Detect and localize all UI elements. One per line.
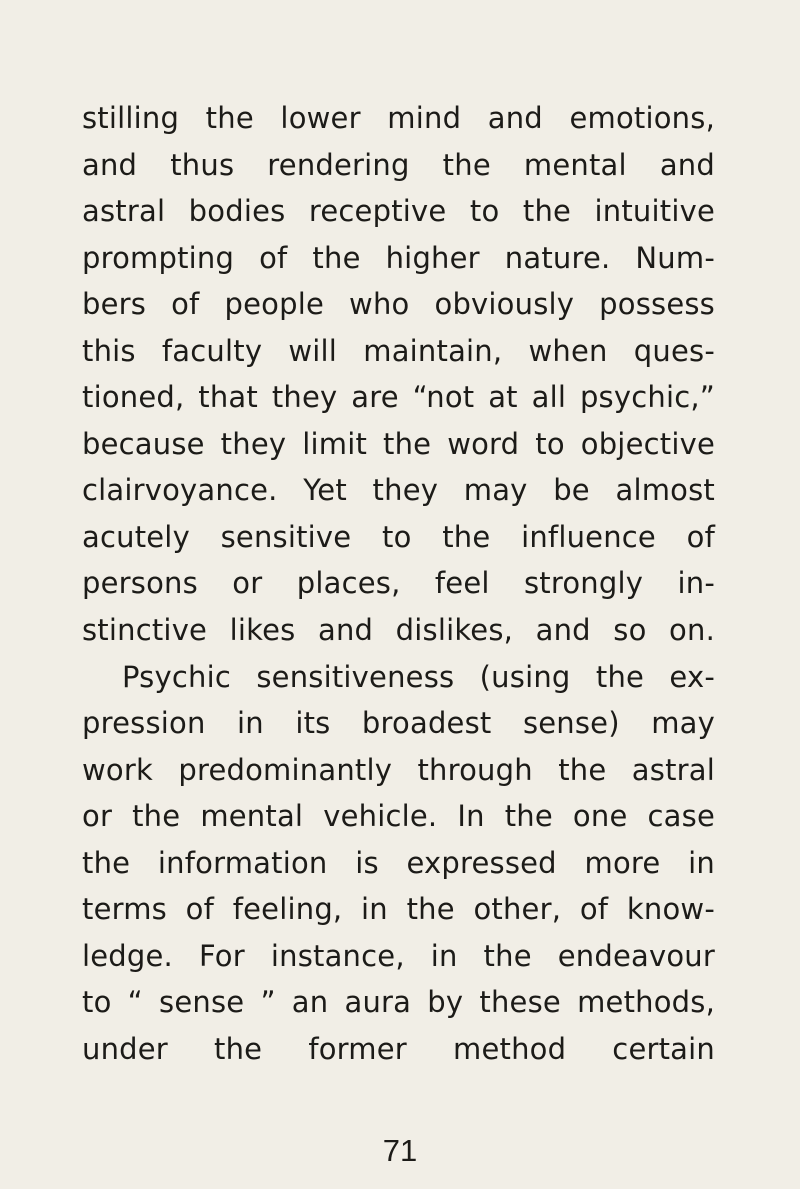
text-line: persons or places, feel strongly in- (82, 566, 715, 601)
text-line: this faculty will maintain, when ques- (82, 333, 715, 368)
paragraph-start-line: Psychic sensitiveness (using the ex- (122, 659, 715, 694)
text-line: or the mental vehicle. In the one case (82, 799, 715, 834)
text-line: tioned, that they are “not at all psychic,” (82, 380, 715, 415)
text-line: bers of people who obviously possess (82, 287, 715, 322)
text-line: to “ sense ” an aura by these methods, (82, 985, 715, 1020)
text-line: clairvoyance. Yet they may be almost (82, 473, 715, 508)
text-line: astral bodies receptive to the intuitive (82, 194, 715, 229)
text-line: pression in its broadest sense) may (82, 706, 715, 741)
text-line: prompting of the higher nature. Num- (82, 240, 715, 275)
text-line: and thus rendering the mental and (82, 147, 715, 182)
text-line: work predominantly through the astral (82, 752, 715, 787)
text-line: because they limit the word to objective (82, 426, 715, 461)
text-line: ledge. For instance, in the endeavour (82, 938, 715, 973)
text-line: the information is expressed more in (82, 845, 715, 880)
text-line: stilling the lower mind and emotions, (82, 101, 715, 135)
text-line: terms of feeling, in the other, of know- (82, 892, 715, 927)
page-number: 71 (382, 1133, 418, 1168)
body-text (82, 95, 715, 1072)
text-line: under the former method certain (82, 1031, 715, 1066)
text-line: stinctive likes and dislikes, and so on. (82, 613, 715, 648)
text-line: acutely sensitive to the influence of (82, 519, 715, 554)
